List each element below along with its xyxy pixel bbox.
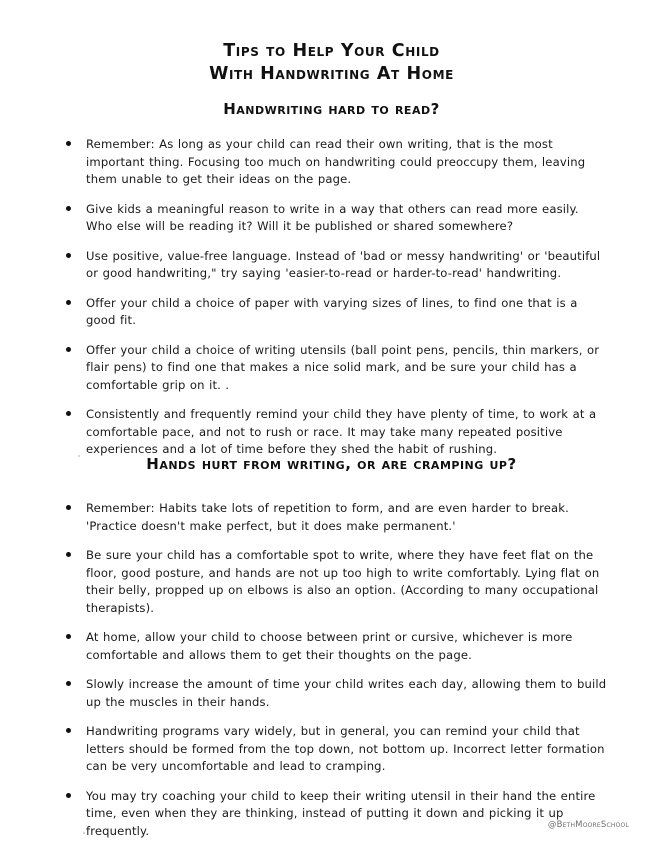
list-item-text: Give kids a meaningful reason to write in a way that others can read more easily. Who else will be reading it? Will it be published or shared somewhere? <box>86 201 579 233</box>
section-2-bullet-list <box>62 500 607 840</box>
list-item <box>62 629 607 664</box>
list-item-text: Offer your child a choice of paper with varying sizes of lines, to find one that is a good fit. <box>86 295 578 327</box>
list-item-text: Remember: As long as your child can read their own writing, that is the most important thing. Focusing too much on handwriting could preoccupy them, leaving them unable to get their ideas on the page. <box>86 137 586 186</box>
list-item-text: Handwriting programs vary widely, but in general, you can remind your child that letters should be formed from the top down, not bottom up. Incorrect letter formation can be very uncomfortable and lead to cramping. <box>86 724 605 773</box>
scan-speck-artifact <box>78 455 80 457</box>
bullet-dot-icon <box>66 552 71 557</box>
list-item <box>62 201 607 236</box>
section-heading-handwriting-hard-to-read: Handwriting hard to read? <box>223 100 440 118</box>
list-item <box>62 676 607 711</box>
bullet-dot-icon <box>66 728 71 733</box>
page-title <box>0 40 663 86</box>
list-item-text: You may try coaching your child to keep their writing utensil in their hand the entire time, even when they are thinking, instead of putting it down and picking it up frequently. <box>86 788 596 838</box>
list-item-text: Consistently and frequently remind your child they have plenty of time, to work at a comfortable pace, and not to rush or race. It may take many repeated positive experiences and a lot of time before they shed the habit of rushing. <box>86 407 597 456</box>
bullet-dot-icon <box>66 681 71 686</box>
list-item <box>62 500 607 535</box>
list-item-text: Slowly increase the amount of time your child writes each day, allowing them to build up the muscles in their hands. <box>86 677 607 709</box>
list-item <box>62 248 607 283</box>
list-item <box>62 342 607 395</box>
document-title <box>0 40 663 86</box>
list-item <box>62 136 607 189</box>
bullet-dot-icon <box>66 505 71 510</box>
bullet-dot-icon <box>66 253 71 258</box>
list-item <box>62 295 607 330</box>
list-item-text: At home, allow your child to choose between print or cursive, whichever is more comfortable and allows them to get their thoughts on the page. <box>86 630 573 662</box>
list-item-text: Use positive, value-free language. Instead of 'bad or messy handwriting' or 'beautiful or good handwriting," try saying 'easier-to-read or harder-to-read' handwriting. <box>86 248 601 280</box>
list-item <box>62 723 607 776</box>
section-heading-hands-hurt-from-writing: Hands hurt from writing, or are cramping up? <box>146 455 517 473</box>
list-item-text: Remember: Habits take lots of repetition to form, and are even harder to break. 'Practice doesn't make perfect, but it does make permanent.' <box>86 501 569 533</box>
bullet-dot-icon <box>66 300 71 305</box>
footer-attribution: @BethMooreSchool <box>547 820 629 830</box>
page-title-line-1: Tips to Help Your Child <box>223 41 440 61</box>
bullet-dot-icon <box>66 347 71 352</box>
bullet-dot-icon <box>66 141 71 146</box>
page-title-line-2: With Handwriting At Home <box>209 64 454 85</box>
list-item <box>62 547 607 617</box>
bullet-dot-icon <box>66 206 71 211</box>
section-1-bullet-list <box>62 136 607 459</box>
list-item <box>62 788 607 841</box>
scan-speck-artifact <box>83 832 85 834</box>
bullet-dot-icon <box>66 411 71 416</box>
list-item-text: Offer your child a choice of writing utensils (ball point pens, pencils, thin markers, or flair pens) to find one that makes a nice solid mark, and be sure your child has a comfortable grip on it. . <box>86 342 600 392</box>
list-item-text: Be sure your child has a comfortable spot to write, where they have feet flat on the floor, good posture, and hands are not up too high to write comfortably. Lying flat on their belly, propped up on elbows is also an option. (According to many occupational therapists). <box>86 548 600 615</box>
bullet-dot-icon <box>66 793 71 798</box>
list-item <box>62 406 607 459</box>
bullet-dot-icon <box>66 634 71 639</box>
